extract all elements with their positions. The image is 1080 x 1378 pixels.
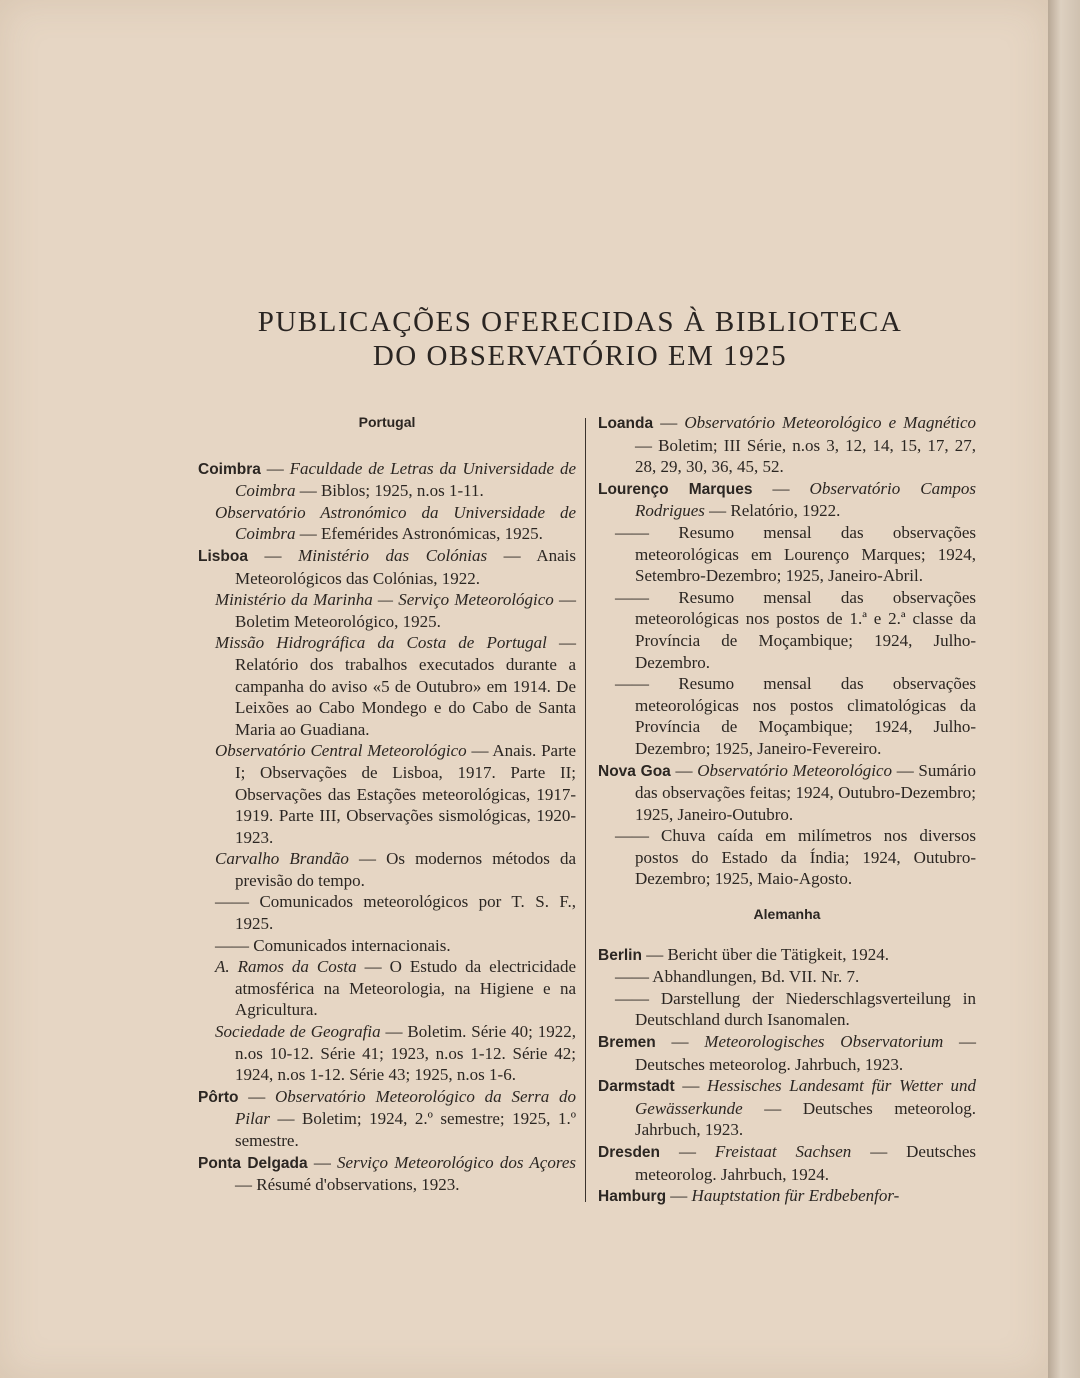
entry-detail: — Deutsches meteorolog. Jahrbuch, 1923.	[635, 1098, 976, 1140]
section-heading-alemanha: Alemanha	[753, 906, 821, 923]
entry-detail: —— Resumo mensal das observações meteorológicas nos postos climatológicas da Província de Moçambique; 1924, Julho-Dezembro; 1925, Janeiro-Fevereiro.	[615, 674, 976, 758]
entry-keyword: Bremen	[598, 1034, 656, 1052]
entry-detail: — O Estudo da electricidade atmosférica na Meteorologia, na Higiene e na Agricultura.	[235, 957, 577, 1020]
bibliography-entry	[198, 740, 576, 848]
entry-separator: —	[641, 944, 668, 964]
entry-title: Observatório Meteorológico	[697, 760, 892, 780]
entry-separator: —	[666, 1186, 692, 1206]
entry-detail: — Os modernos métodos da previsão do tempo.	[235, 849, 576, 890]
bibliography-entry	[598, 522, 976, 587]
right-column	[598, 412, 976, 1208]
entry-keyword: Lisboa	[198, 547, 248, 565]
entry-title: Hauptstation für Erdbebenfor-	[691, 1186, 900, 1206]
entry-detail: Bericht über die Tätigkeit, 1924.	[667, 944, 890, 964]
entry-detail: —— Darstellung der Niederschlagsverteilung in Deutschland durch Isanomalen.	[615, 988, 976, 1030]
entry-detail: —— Comunicados internacionais.	[215, 935, 451, 955]
entry-title: Observatório Astronómico da Universidade de Coimbra	[215, 502, 576, 544]
entry-detail: — Boletim Meteorológico, 1925.	[235, 590, 576, 631]
entry-title: Serviço Meteorológico dos Açores	[337, 1152, 576, 1172]
bibliography-entry	[198, 632, 576, 740]
bibliography-entry	[598, 1031, 976, 1075]
bibliography-entry	[598, 587, 976, 673]
bibliography-entry	[198, 1021, 576, 1086]
entry-detail: —— Resumo mensal das observações meteorológicas em Lourenço Marques; 1924, Setembro-Dezembro; 1925, Janeiro-Abril.	[615, 522, 976, 586]
entry-title: Meteorologisches Observatorium	[704, 1032, 944, 1052]
bibliography-entry	[198, 956, 576, 1021]
entry-separator: —	[238, 1086, 276, 1106]
column-divider	[585, 418, 586, 1202]
entry-title: Observatório Campos Rodrigues	[635, 478, 976, 521]
entry-keyword: Dresden	[598, 1144, 661, 1161]
entry-title: A. Ramos da Costa	[215, 957, 357, 977]
entry-title: Observatório Meteorológico da Serra do Pilar	[235, 1086, 576, 1129]
bibliography-entry	[598, 988, 976, 1031]
bibliography-entry	[598, 1141, 976, 1185]
entry-keyword: Hamburg	[598, 1188, 667, 1206]
bibliography-entry	[198, 458, 576, 502]
left-entry-list	[198, 458, 576, 1196]
bibliography-entry	[198, 545, 576, 589]
bibliography-entry	[198, 935, 576, 957]
bibliography-entry	[598, 673, 976, 759]
entry-keyword: Pôrto	[198, 1088, 239, 1106]
entry-detail: — Anais Meteorológicos das Colónias, 1922.	[235, 545, 576, 588]
bibliography-entry	[598, 478, 976, 522]
bibliography-entry	[198, 891, 576, 934]
entry-separator: —	[307, 1152, 338, 1172]
bibliography-entry	[598, 966, 976, 988]
entry-title: Sociedade de Geografia	[215, 1022, 381, 1042]
entry-detail: —— Resumo mensal das observações meteorológicas nos postos de 1.ª e 2.ª classe da Província de Moçambique; 1924, Julho-Dezembro.	[615, 587, 976, 672]
entry-separator: —	[752, 478, 810, 498]
entry-detail: — Sumário das observações feitas; 1924, Outubro-Dezembro; 1925, Janeiro-Outubro.	[635, 760, 976, 824]
entry-title: Missão Hidrográfica da Costa de Portugal	[215, 633, 547, 653]
entry-detail: — Relatório, 1922.	[704, 501, 841, 521]
bibliography-entry	[198, 1152, 576, 1196]
bibliography-entry	[598, 944, 976, 967]
entry-title: Ministério da Marinha — Serviço Meteorológico	[215, 590, 554, 610]
entry-detail: — Biblos; 1925, n.os 1-11.	[295, 481, 484, 501]
bibliography-entry	[598, 760, 976, 826]
right-entry-list-b	[598, 944, 976, 1208]
entry-separator: —	[247, 545, 299, 565]
entry-separator: —	[660, 1142, 715, 1161]
entry-title: Faculdade de Letras da Universidade de Coimbra	[235, 458, 576, 501]
page-edge	[1048, 0, 1080, 1378]
entry-title: Observatório Central Meteorológico	[215, 741, 467, 761]
entry-detail: — Deutsches meteorolog. Jahrbuch, 1924.	[635, 1142, 976, 1184]
bibliography-entry	[198, 848, 576, 891]
entry-title: Hessisches Landesamt für Wetter und Gewässerkunde	[635, 1076, 976, 1118]
entry-title: Freistaat Sachsen	[714, 1142, 852, 1161]
entry-separator: —	[260, 458, 290, 478]
entry-keyword: Coimbra	[198, 460, 261, 478]
entry-detail: — Boletim; III Série, n.os 3, 12, 14, 15, 17, 27, 28, 29, 30, 36, 45, 52.	[635, 435, 976, 477]
entry-keyword: Lourenço Marques	[598, 480, 753, 498]
entry-separator: —	[670, 760, 698, 780]
bibliography-entry	[598, 1075, 976, 1141]
bibliography-entry	[198, 502, 576, 545]
bibliography-entry	[198, 589, 576, 632]
page-title-line1: PUBLICAÇÕES OFERECIDAS À BIBLIOTECA	[257, 306, 903, 338]
entry-keyword: Berlin	[598, 946, 642, 964]
entry-detail: — Deutsches meteorolog. Jahrbuch, 1923.	[635, 1032, 977, 1074]
entry-title: Ministério das Colónias	[298, 545, 488, 565]
entry-keyword: Loanda	[598, 415, 654, 432]
entry-title: Observatório Meteorológico e Magnético	[684, 413, 977, 432]
entry-detail: —— Comunicados meteorológicos por T. S. F., 1925.	[215, 892, 576, 934]
entry-separator: —	[655, 1032, 705, 1052]
entry-detail: —— Abhandlungen, Bd. VII. Nr. 7.	[615, 967, 860, 987]
page-title-line2: DO OBSERVATÓRIO EM 1925	[372, 340, 788, 372]
left-column	[198, 412, 576, 1196]
entry-separator: —	[674, 1076, 708, 1096]
entry-detail: — Boletim; 1924, 2.º semestre; 1925, 1.º semestre.	[235, 1109, 576, 1150]
entry-detail: —— Chuva caída em milímetros nos diversos postos do Estado da Índia; 1924, Outubro-Dezembro; 1925, Maio-Agosto.	[615, 826, 976, 889]
right-entry-list-a	[598, 412, 976, 890]
bibliography-entry	[598, 412, 976, 478]
entry-detail: — Anais. Parte I; Observações de Lisboa, 1917. Parte II; Observações das Estações meteorológicas, 1917-1919. Parte III, Observações sismológicas, 1920-1923.	[235, 741, 576, 847]
entry-detail: — Boletim. Série 40; 1922, n.os 10-12. Série 41; 1923, n.os 1-12. Série 42; 1924, n.os 1-12. Série 43; 1925, n.os 1-6.	[235, 1022, 576, 1085]
section-heading-portugal: Portugal	[358, 414, 416, 430]
entry-separator: —	[653, 413, 685, 432]
entry-keyword: Nova Goa	[598, 762, 671, 780]
entry-detail: — Résumé d'observations, 1923.	[235, 1175, 460, 1195]
entry-detail: — Efemérides Astronómicas, 1925.	[295, 524, 543, 544]
bibliography-entry	[598, 825, 976, 890]
bibliography-entry	[198, 1086, 576, 1152]
bibliography-entry	[598, 1185, 976, 1208]
entry-title: Carvalho Brandão	[215, 849, 349, 869]
entry-detail: — Relatório dos trabalhos executados durante a campanha do aviso «5 de Outubro» em 1914. De Leixões ao Cabo Mondego e do Cabo de Santa Maria ao Guadiana.	[235, 633, 576, 739]
entry-keyword: Darmstadt	[598, 1078, 675, 1096]
entry-keyword: Ponta Delgada	[198, 1154, 308, 1172]
